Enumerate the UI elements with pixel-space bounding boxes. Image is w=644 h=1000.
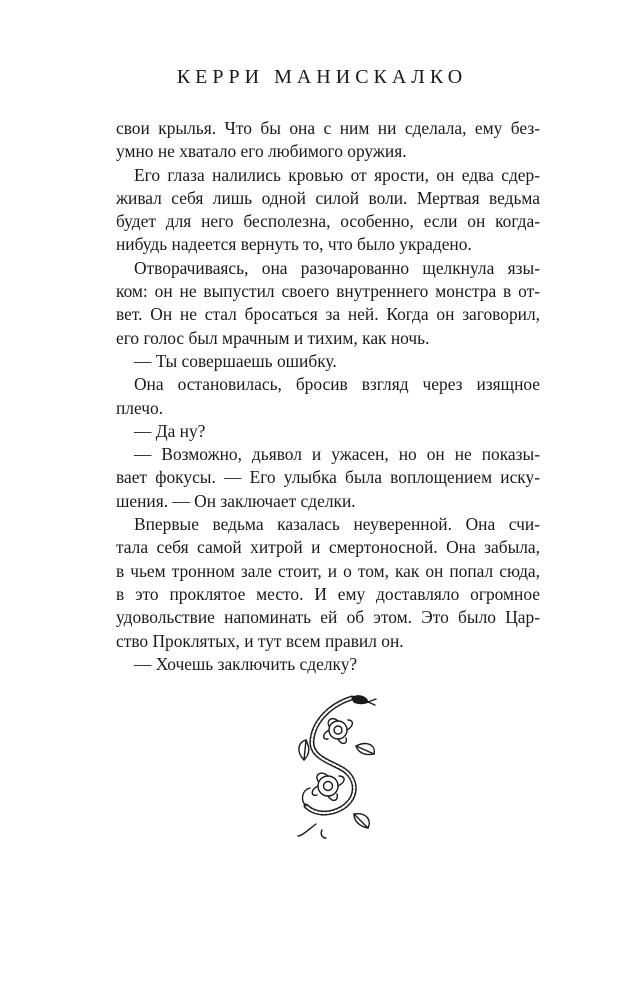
text-line: ком: он не выпустил своего внутреннего монстра в от- [116,281,540,302]
text-line: его голос был мрачным и тихим, как ночь. [116,327,430,348]
running-head-author: КЕРРИ МАНИСКАЛКО [176,66,468,88]
text-line: — Да ну? [134,420,206,441]
text-line: плечо. [116,397,164,418]
text-line: живал себя лишь одной силой воли. Мертвая ведьма [116,187,540,208]
text-line: — Возможно, дьявол и ужасен, но он не показы- [134,444,540,465]
body-text [116,117,540,676]
text-line: — Хочешь заключить сделку? [134,653,358,674]
text-line: шения. — Он заключает сделки. [116,490,356,511]
text-line: в это проклятое место. И ему доставляло огромное [116,583,540,604]
text-line: будет для него бесполезна, особенно, если он когда- [116,211,540,232]
text-line: Отворачиваясь, она разочарованно щелкнула язы- [134,257,540,278]
text-line: вает фокусы. — Его улыбка была воплощением иску- [116,467,540,488]
text-line: вет. Он не стал бросаться за ней. Когда он заговорил, [116,304,540,325]
text-line: ство Проклятых, и тут всем правил он. [116,630,404,651]
text-line: Она остановилась, бросив взгляд через изящное [134,374,540,395]
text-line: свои крылья. Что бы она с ним ни сделала, ему без- [116,118,540,138]
text-line: Его глаза налились кровью от ярости, он едва сдер- [134,164,540,185]
text-line: в чьем тронном зале стоит, и о том, как он попал сюда, [116,560,540,581]
text-line: — Ты совершаешь ошибку. [134,350,337,371]
serpent-flower-ornament-icon [292,690,384,840]
text-line: Впервые ведьма казалась неуверенной. Она счи- [134,514,540,535]
text-line: умно не хватало его любимого оружия. [116,141,407,162]
text-line: тала себя самой хитрой и смертоносной. Она забыла, [116,537,540,558]
text-line: удовольствие напоминать ей об этом. Это было Цар- [116,607,540,628]
text-line: нибудь надеется вернуть то, что было украдено. [116,234,472,255]
